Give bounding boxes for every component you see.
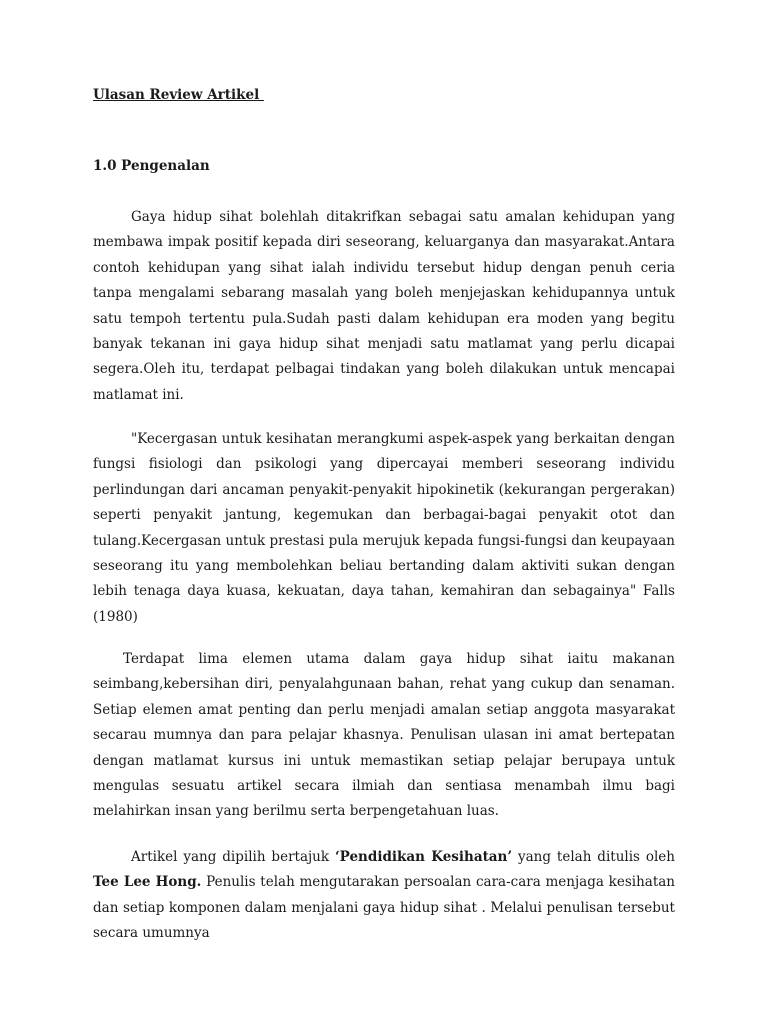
paragraph-article-text-1: Artikel yang dipilih bertajuk [131, 849, 335, 865]
article-author: Tee Lee Hong. [93, 874, 202, 891]
article-title: ‘Pendidikan Kesihatan’ [334, 849, 513, 865]
document-title: Ulasan Review Artikel [93, 87, 264, 103]
paragraph-article-text-2: yang telah ditulis oleh [512, 849, 675, 865]
paragraph-article [93, 845, 675, 947]
paragraph-intro: Gaya hidup sihat bolehlah ditakrifkan sebagai satu amalan kehidupan yang membawa impak positif kepada diri seseorang, keluarganya dan masyarakat.Antara contoh kehidupan yang sihat ialah individu tersebut hidup dengan penuh ceria tanpa mengalami sebarang masalah yang boleh menjejaskan kehidupannya untuk satu tempoh tertentu pula.Sudah pasti dalam kehidupan era moden yang begitu banyak tekanan ini gaya hidup sihat menjadi satu matlamat yang perlu dicapai segera.Oleh itu, terdapat pelbagai tindakan yang boleh dilakukan untuk mencapai matlamat ini. [93, 209, 675, 403]
paragraph-elements: Terdapat lima elemen utama dalam gaya hidup sihat iaitu makanan seimbang,kebersihan diri, penyalahgunaan bahan, rehat yang cukup dan senaman. Setiap elemen amat penting dan perlu menjadi amalan setiap anggota masyarakat secarau mumnya dan para pelajar khasnya. Penulisan ulasan ini amat bertepatan dengan matlamat kursus ini untuk memastikan setiap pelajar berupaya untuk mengulas sesuatu artikel secara ilmiah dan sentiasa menambah ilmu bagi melahirkan insan yang berilmu serta berpengetahuan luas. [93, 651, 675, 820]
section-heading: 1.0 Pengenalan [93, 158, 210, 174]
paragraph-quote: "Kecergasan untuk kesihatan merangkumi aspek-aspek yang berkaitan dengan fungsi fisiologi dan psikologi yang dipercayai memberi seseorang individu perlindungan dari ancaman penyakit-penyakit hipokinetik (kekurangan pergerakan) seperti penyakit jantung, kegemukan dan berbagai-bagai penyakit otot dan tulang.Kecergasan untuk prestasi pula merujuk kepada fungsi-fungsi dan keupayaan seseorang itu yang membolehkan beliau bertanding dalam aktiviti sukan dengan lebih tenaga daya kuasa, kekuatan, daya tahan, kemahiran dan sebagainya" Falls (1980) [93, 431, 675, 625]
paragraph-article-text-3: Penulis telah mengutarakan persoalan cara-cara menjaga kesihatan dan setiap komponen dalam menjalani gaya hidup sihat . Melalui penulisan tersebut secara umumnya [93, 874, 675, 942]
